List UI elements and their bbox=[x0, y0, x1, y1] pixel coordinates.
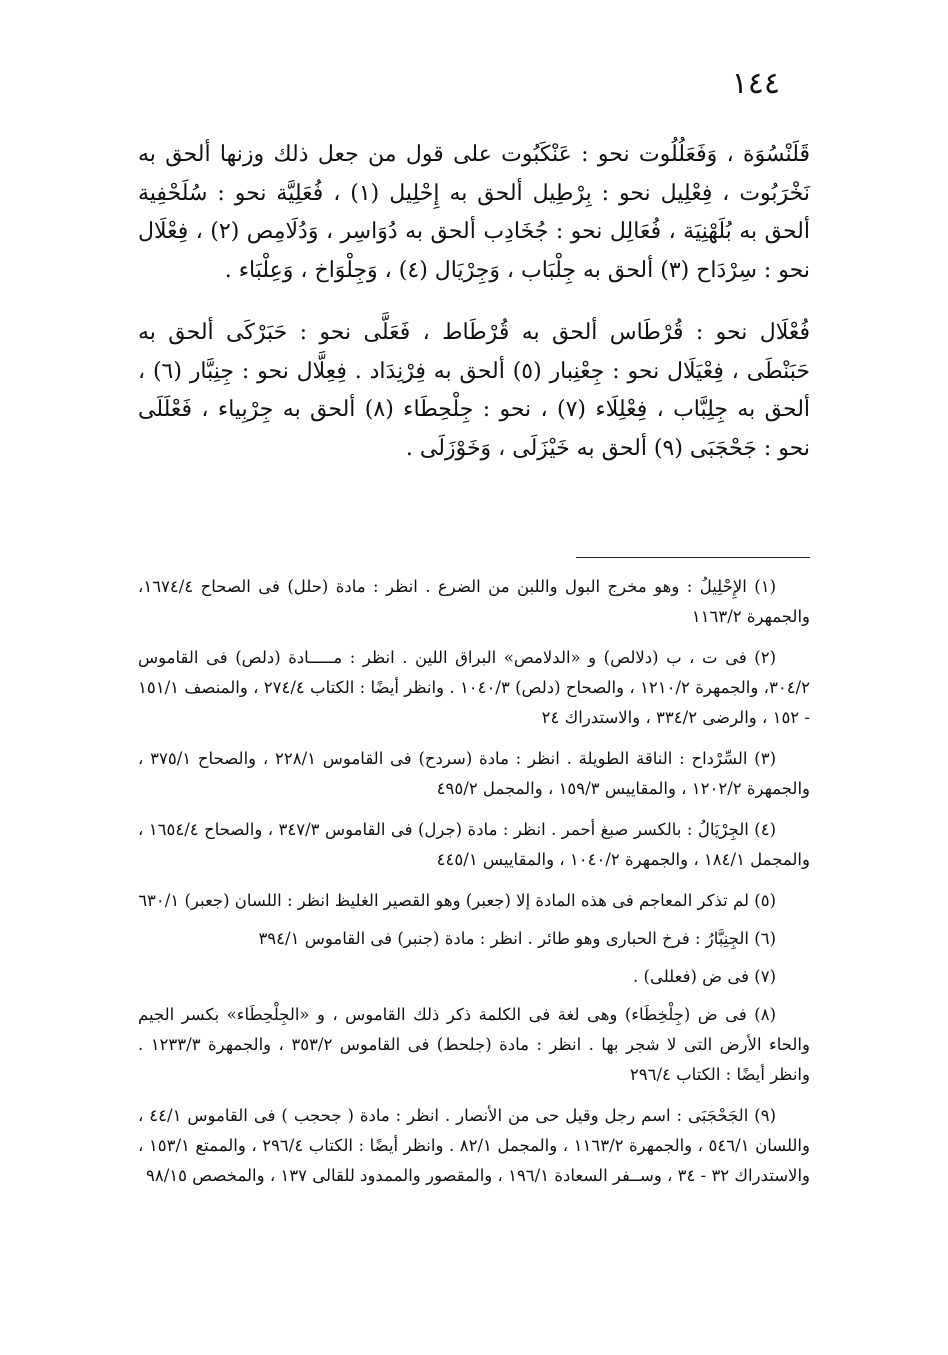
footnote-2: (٢) فى ت ، ب (دلالص) و «الدلامص» البراق اللين . انظر : مـــــادة (دلص) فى القاموس ٣٠٤/٢، والجمهرة ١٢١٠/٢ ، والصحاح (دلص) ١٠٤٠/٣ . وانظر أيضًا : الكتاب ٢٧٤/٤ ، والمنصف ١٥١/١ - ١٥٢ ، والرضى ٣٣٤/٢ ، والاستدراك ٢٤ bbox=[138, 648, 810, 727]
main-text bbox=[138, 136, 810, 468]
footnote-7: (٧) فى ض (فعللى) . bbox=[633, 967, 776, 986]
paragraph-1: قَلَنْسُوَة ، وَفَعَلُلُوت نحو : عَنْكَبُوت على قول من جعل ذلك وزنها ألحق به نَخْرَبُوت ، فِعْلِيل نحو : بِرْطِيل ألحق به إِحْلِيل (١) ، فُعَلِيَّة نحو : سُلَحْفِية ألحق به بُلَهْنِيَة ، فُعَالِل نحو : جُخَادِب ألحق به دُوَاسِر ، وَدُلَامِص (٢) ، فِعْلَال نحو : سِرْدَاح (٣) ألحق به جِلْبَاب ، وَجِرْيَال (٤) ، وَجِلْوَاخ ، وَعِلْبَاء . bbox=[138, 142, 811, 283]
page-number: ١٤٤ bbox=[731, 66, 780, 101]
footnote-4: (٤) الجِرْيَالُ : بالكسر صبغ أحمر . انظر : مادة (جرل) فى القاموس ٣٤٧/٣ ، والصحاح ١٦٥٤/٤ ، والمجمل ١٨٤/١ ، والجمهرة ١٠٤٠/٢ ، والمقاييس ٤٤٥/١ bbox=[138, 820, 810, 869]
footnote-6: (٦) الجِنِبَّارُ : فرخ الحبارى وهو طائر . انظر : مادة (جنبر) فى القاموس ٣٩٤/١ bbox=[258, 929, 776, 948]
footnote-9: (٩) الجَحْجَبَى : اسم رجل وقيل حى من الأنصار . انظر : مادة ( جحجب ) فى القاموس ٤٤/١ ، واللسان ٥٤٦/١ ، والجمهرة ١١٦٣/٢ ، والمجمل ٨٢/١ . وانظر أيضًا : الكتاب ٢٩٦/٤ ، والممتع ١٥٣/١ ، والاستدراك ٣٢ - ٣٤ ، وســفر السعادة ١٩٦/١ ، والمقصور والممدود للقالى ١٣٧ ، والمخصص ٩٨/١٥ bbox=[138, 1106, 810, 1185]
footnote-3: (٣) السِّرْداح : الناقة الطويلة . انظر : مادة (سردح) فى القاموس ٢٢٨/١ ، والصحاح ٣٧٥/١ ، والجمهرة ١٢٠٢/٢ ، والمقاييس ١٥٩/٣ ، والمجمل ٤٩٥/٢ bbox=[138, 749, 810, 798]
footnote-1: (١) الإِحْلِيلُ : وهو مخرج البول واللبن من الضرع . انظر : مادة (حلل) فى الصحاح ١٦٧٤/٤، والجمهرة ١١٦٣/٢ bbox=[138, 577, 810, 626]
footnote-separator bbox=[576, 557, 810, 558]
footnotes bbox=[138, 572, 810, 1202]
footnote-8: (٨) فى ض (جِلْخِطَاء) وهى لغة فى الكلمة ذكر ذلك القاموس ، و «الجِلْحِطَاء» بكسر الجيم والحاء الأرض التى لا شجر بها . انظر : مادة (جلحط) فى القاموس ٣٥٣/٢ ، والجمهرة ١٢٣٣/٣ . وانظر أيضًا : الكتاب ٢٩٦/٤ bbox=[138, 1005, 810, 1084]
footnote-5: (٥) لم تذكر المعاجم فى هذه المادة إلا (جعبر) وهو القصير الغليظ انظر : اللسان (جعبر) ٦٣٠/١ bbox=[138, 891, 776, 910]
paragraph-2: فُعْلَال نحو : قُرْطَاس ألحق به قُرْطَاط ، فَعَلَّى نحو : حَبَرْكَى ألحق به حَبَنْطَى ، فِعْيَلَال نحو : جِعْنِبار (٥) ألحق به فِرْنِدَاد . فِعِلَّال نحو : جِنِبَّار (٦) ، ألحق به جِلِبَّاب ، فِعْلِلَاء (٧) ، نحو : جِلْحِطَاء (٨) ألحق به جِرْبِياء ، فَعْلَلَى نحو : جَحْجَبَى (٩) ألحق به خَيْزَلَى ، وَخَوْزَلَى . bbox=[138, 320, 811, 461]
